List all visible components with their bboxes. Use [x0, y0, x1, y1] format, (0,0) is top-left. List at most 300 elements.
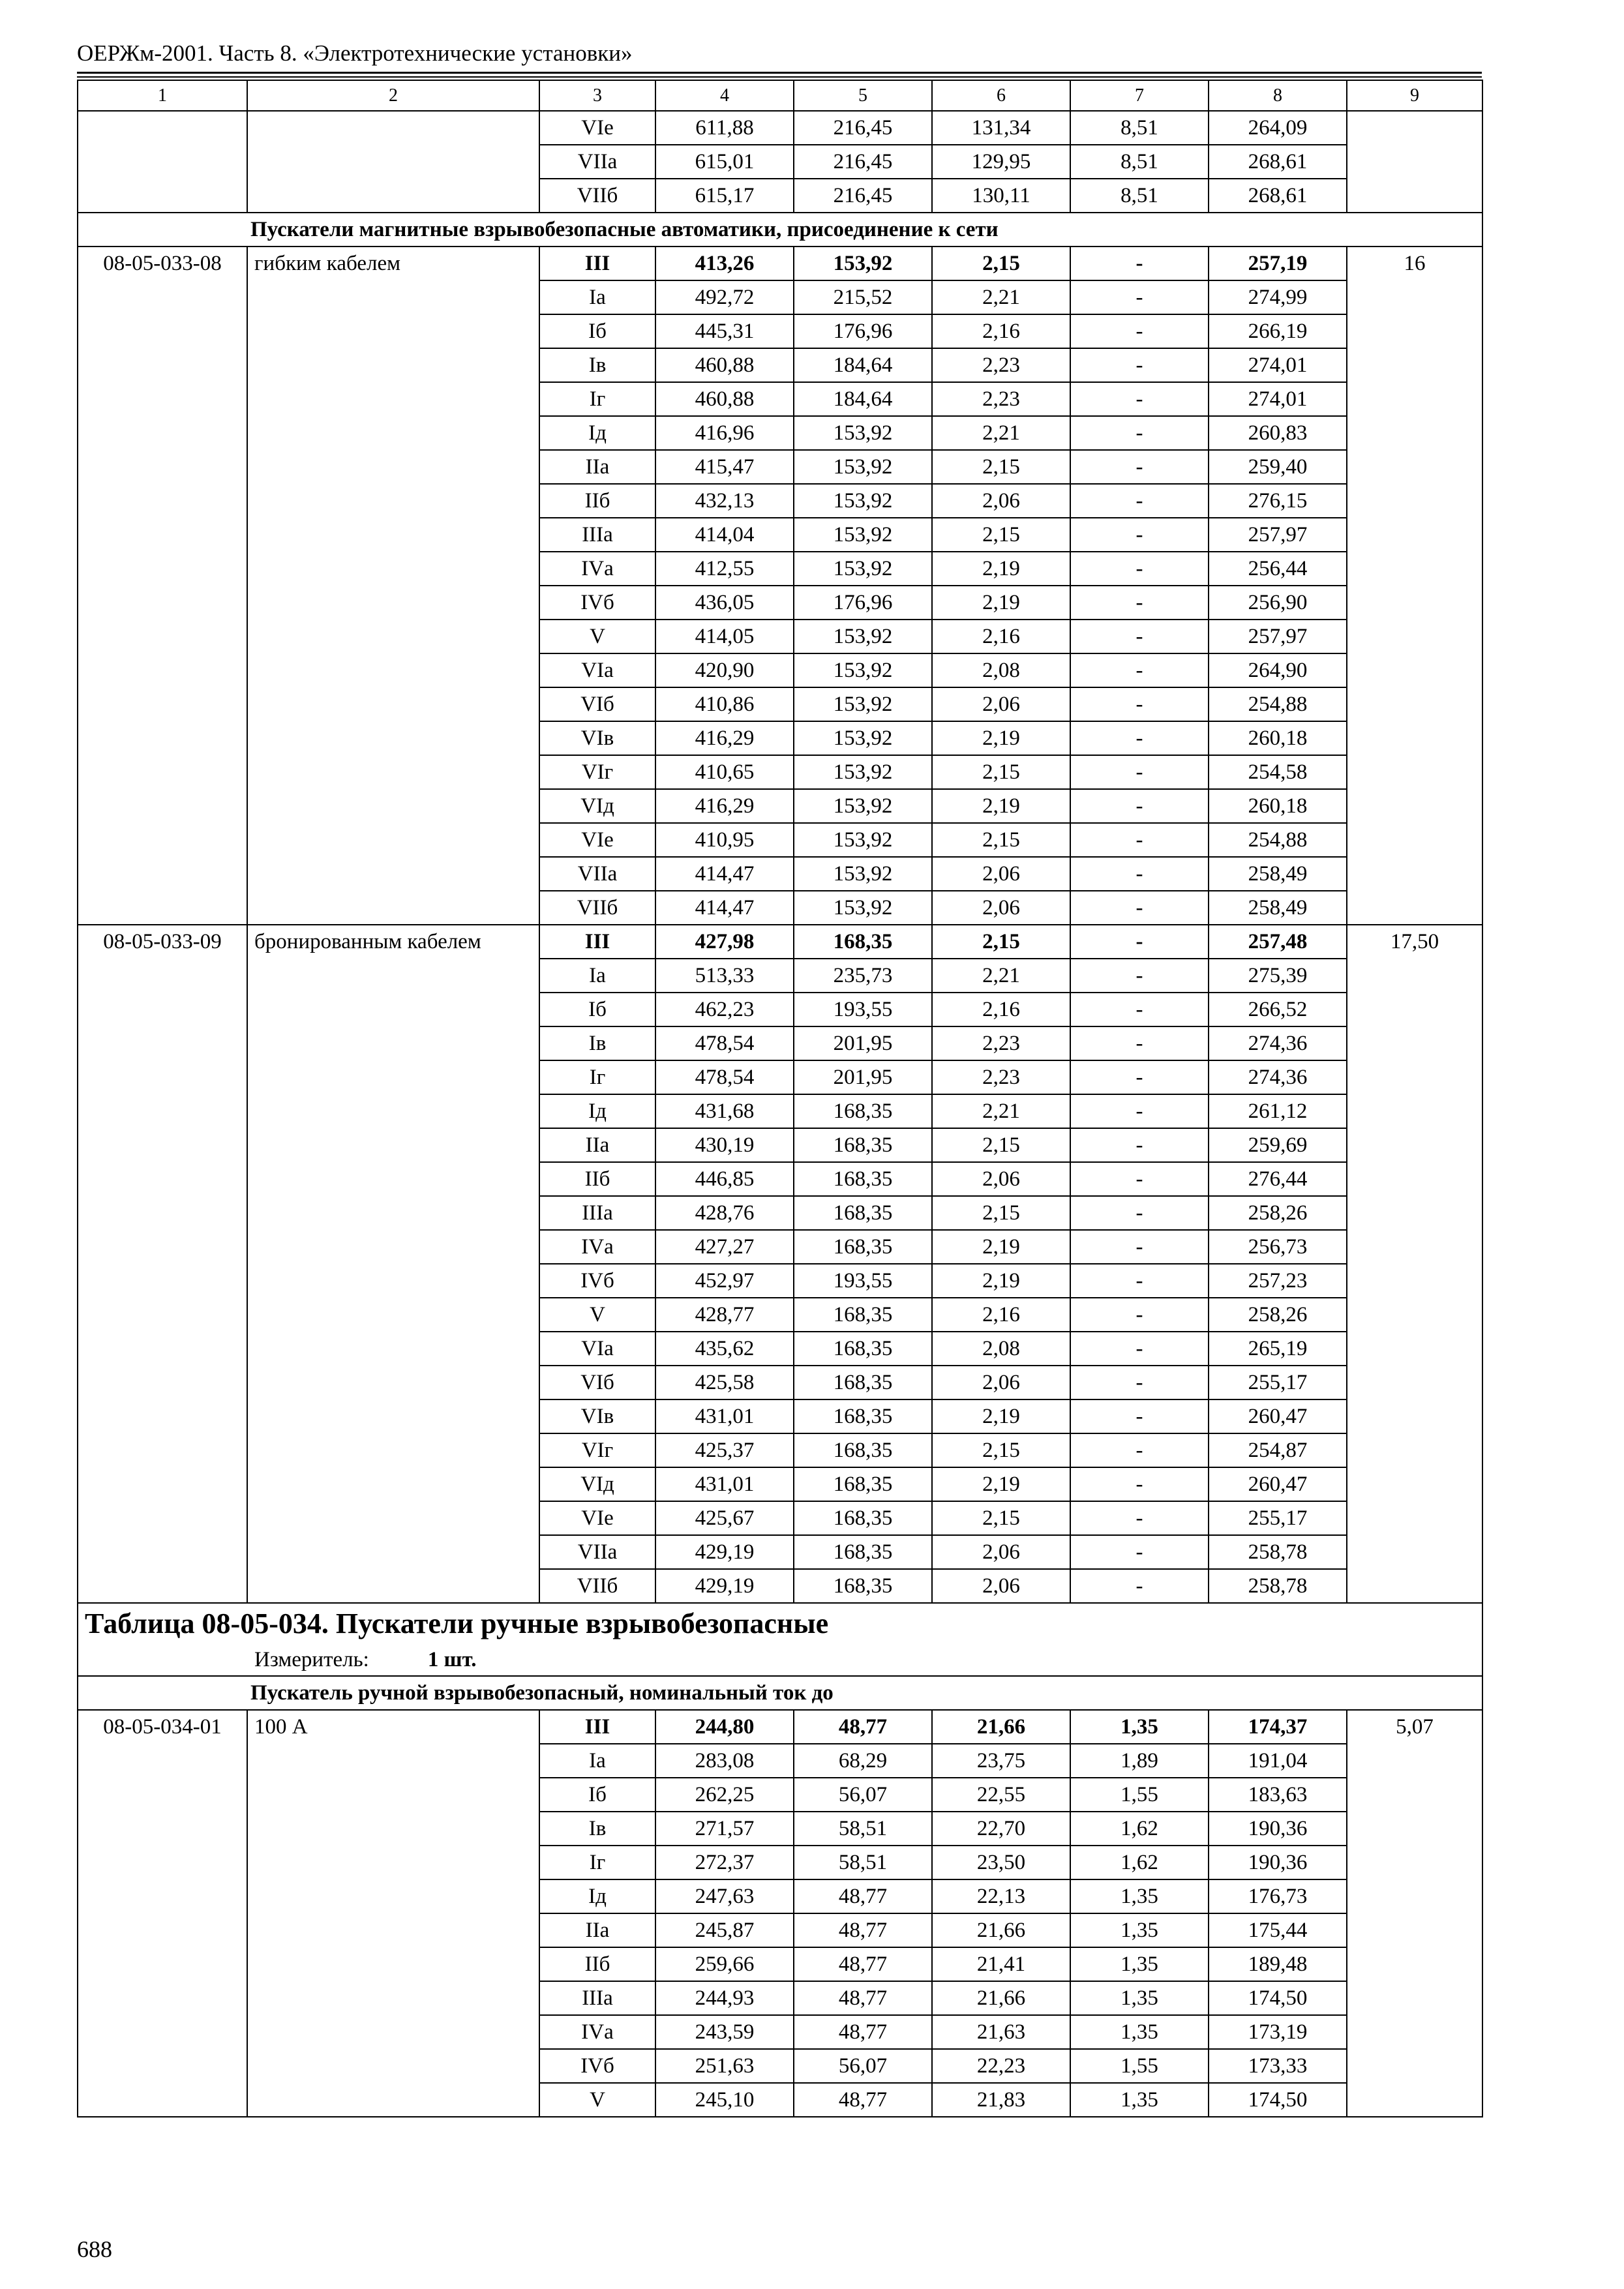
- value-cell: Iа: [539, 280, 655, 314]
- value-cell: IIб: [539, 1947, 655, 1981]
- value-cell: 2,15: [932, 1196, 1070, 1230]
- value-cell: Iг: [539, 1846, 655, 1879]
- code-cell: [78, 1332, 247, 1366]
- value-cell: -: [1070, 891, 1209, 925]
- value-cell: 153,92: [794, 518, 932, 552]
- value-cell: 48,77: [794, 1710, 932, 1744]
- page-number: 688: [77, 2236, 112, 2262]
- value-cell: 412,55: [655, 552, 794, 586]
- section-heading-row: [78, 213, 1482, 247]
- description-cell: [247, 1332, 539, 1366]
- header-rule-thin: [77, 76, 1482, 78]
- value-cell: 2,19: [932, 789, 1070, 823]
- value-cell: 268,61: [1209, 145, 1347, 179]
- description-cell: [247, 1947, 539, 1981]
- table-row: [78, 1981, 1482, 2015]
- value-cell: IVа: [539, 552, 655, 586]
- value-cell: 201,95: [794, 1026, 932, 1060]
- value-cell: -: [1070, 518, 1209, 552]
- description-cell: [247, 280, 539, 314]
- value-cell: 153,92: [794, 247, 932, 280]
- value-cell: 492,72: [655, 280, 794, 314]
- value-cell: 48,77: [794, 1879, 932, 1913]
- value-cell: -: [1070, 823, 1209, 857]
- value-cell: 184,64: [794, 348, 932, 382]
- description-cell: [247, 1501, 539, 1535]
- value-cell: 129,95: [932, 145, 1070, 179]
- description-cell: [247, 857, 539, 891]
- value-cell: 1,35: [1070, 1710, 1209, 1744]
- value-cell: 2,08: [932, 1332, 1070, 1366]
- value-cell: 153,92: [794, 484, 932, 518]
- table-row: [78, 111, 1482, 145]
- value-cell: 2,21: [932, 416, 1070, 450]
- value-cell: 272,37: [655, 1846, 794, 1879]
- value-cell: 615,01: [655, 145, 794, 179]
- value-cell: 259,66: [655, 1947, 794, 1981]
- value-cell: -: [1070, 416, 1209, 450]
- value-cell: 2,19: [932, 1230, 1070, 1264]
- table-row: [78, 721, 1482, 755]
- description-cell: [247, 1026, 539, 1060]
- value-cell: VIв: [539, 721, 655, 755]
- value-cell: 245,10: [655, 2083, 794, 2117]
- value-cell: 410,65: [655, 755, 794, 789]
- value-cell: 189,48: [1209, 1947, 1347, 1981]
- code-cell: [78, 1060, 247, 1094]
- value-cell: 432,13: [655, 484, 794, 518]
- value-cell: 247,63: [655, 1879, 794, 1913]
- value-cell: 2,15: [932, 518, 1070, 552]
- value-cell: 258,49: [1209, 891, 1347, 925]
- norm-cell: [1347, 1230, 1482, 1264]
- unit-cell: [78, 1644, 1482, 1676]
- value-cell: Iб: [539, 993, 655, 1026]
- value-cell: 174,37: [1209, 1710, 1347, 1744]
- value-cell: IIб: [539, 1162, 655, 1196]
- value-cell: Iд: [539, 1094, 655, 1128]
- value-cell: 425,58: [655, 1366, 794, 1399]
- table-row: [78, 586, 1482, 620]
- code-cell: [78, 1264, 247, 1298]
- norm-cell: [1347, 789, 1482, 823]
- description-cell: [247, 1264, 539, 1298]
- norm-cell: [1347, 2015, 1482, 2049]
- value-cell: 2,19: [932, 586, 1070, 620]
- code-cell: [78, 1947, 247, 1981]
- value-cell: 414,05: [655, 620, 794, 653]
- value-cell: 283,08: [655, 1744, 794, 1778]
- code-cell: [78, 1778, 247, 1812]
- value-cell: 174,50: [1209, 2083, 1347, 2117]
- table-row: [78, 2015, 1482, 2049]
- norm-cell: [1347, 1433, 1482, 1467]
- table-row: [78, 1947, 1482, 1981]
- table-row: [78, 1399, 1482, 1433]
- value-cell: 265,19: [1209, 1332, 1347, 1366]
- description-cell: [247, 111, 539, 145]
- table-row: [78, 1501, 1482, 1535]
- norm-cell: [1347, 450, 1482, 484]
- value-cell: 176,96: [794, 314, 932, 348]
- section-heading-row: [78, 1676, 1482, 1710]
- value-cell: VIг: [539, 1433, 655, 1467]
- norm-cell: [1347, 1501, 1482, 1535]
- value-cell: VIб: [539, 1366, 655, 1399]
- value-cell: 48,77: [794, 1913, 932, 1947]
- value-cell: -: [1070, 280, 1209, 314]
- table-row: [78, 1298, 1482, 1332]
- value-cell: 2,06: [932, 1535, 1070, 1569]
- column-number: 2: [247, 80, 539, 111]
- value-cell: 22,23: [932, 2049, 1070, 2083]
- value-cell: 260,18: [1209, 721, 1347, 755]
- value-cell: -: [1070, 314, 1209, 348]
- value-cell: 429,19: [655, 1569, 794, 1603]
- norm-cell: [1347, 1366, 1482, 1399]
- norm-cell: [1347, 721, 1482, 755]
- code-cell: [78, 280, 247, 314]
- value-cell: Iб: [539, 314, 655, 348]
- value-cell: IIа: [539, 1913, 655, 1947]
- value-cell: Iв: [539, 1812, 655, 1846]
- norm-cell: [1347, 1060, 1482, 1094]
- column-number: 1: [78, 80, 247, 111]
- description-cell: [247, 1298, 539, 1332]
- value-cell: 168,35: [794, 1094, 932, 1128]
- norm-cell: [1347, 993, 1482, 1026]
- section-heading-text: Пускатели магнитные взрывобезопасные автоматики, присоединение к сети: [250, 218, 999, 241]
- table-row: [78, 857, 1482, 891]
- code-cell: [78, 653, 247, 687]
- description-cell: [247, 314, 539, 348]
- table-row: [78, 1094, 1482, 1128]
- value-cell: 244,93: [655, 1981, 794, 2015]
- value-cell: 416,29: [655, 721, 794, 755]
- table-row: [78, 1569, 1482, 1603]
- value-cell: -: [1070, 1060, 1209, 1094]
- value-cell: 21,66: [932, 1913, 1070, 1947]
- value-cell: -: [1070, 1501, 1209, 1535]
- description-cell: [247, 2049, 539, 2083]
- norm-cell: [1347, 1981, 1482, 2015]
- value-cell: 184,64: [794, 382, 932, 416]
- table-row: [78, 891, 1482, 925]
- code-cell: [78, 823, 247, 857]
- value-cell: 262,25: [655, 1778, 794, 1812]
- column-numbers-row: [78, 80, 1482, 111]
- code-cell: [78, 484, 247, 518]
- value-cell: 445,31: [655, 314, 794, 348]
- value-cell: 175,44: [1209, 1913, 1347, 1947]
- value-cell: 168,35: [794, 1467, 932, 1501]
- value-cell: 168,35: [794, 1501, 932, 1535]
- value-cell: 431,01: [655, 1467, 794, 1501]
- value-cell: VIIа: [539, 145, 655, 179]
- code-cell: [78, 314, 247, 348]
- value-cell: 68,29: [794, 1744, 932, 1778]
- description-cell: [247, 1467, 539, 1501]
- code-cell: [78, 687, 247, 721]
- value-cell: 131,34: [932, 111, 1070, 145]
- value-cell: 460,88: [655, 382, 794, 416]
- value-cell: 274,36: [1209, 1026, 1347, 1060]
- value-cell: 1,89: [1070, 1744, 1209, 1778]
- value-cell: 2,21: [932, 280, 1070, 314]
- code-cell: [78, 1026, 247, 1060]
- value-cell: 611,88: [655, 111, 794, 145]
- value-cell: III: [539, 1710, 655, 1744]
- value-cell: 268,61: [1209, 179, 1347, 213]
- description-cell: гибким кабелем: [247, 247, 539, 280]
- code-cell: [78, 586, 247, 620]
- description-cell: [247, 620, 539, 653]
- value-cell: 1,62: [1070, 1846, 1209, 1879]
- value-cell: 2,15: [932, 450, 1070, 484]
- norm-cell: [1347, 823, 1482, 857]
- value-cell: 2,21: [932, 959, 1070, 993]
- table-title-row: [78, 1603, 1482, 1644]
- description-cell: [247, 1913, 539, 1947]
- code-cell: [78, 1569, 247, 1603]
- value-cell: 255,17: [1209, 1501, 1347, 1535]
- value-cell: 153,92: [794, 857, 932, 891]
- value-cell: -: [1070, 1298, 1209, 1332]
- table-row: [78, 1433, 1482, 1467]
- description-cell: [247, 1366, 539, 1399]
- value-cell: 48,77: [794, 1947, 932, 1981]
- value-cell: 2,19: [932, 552, 1070, 586]
- value-cell: 176,73: [1209, 1879, 1347, 1913]
- description-cell: [247, 1812, 539, 1846]
- table-row: [78, 1535, 1482, 1569]
- table-row: [78, 1879, 1482, 1913]
- table-row: [78, 1710, 1482, 1744]
- code-cell: 08-05-033-09: [78, 925, 247, 959]
- value-cell: 254,88: [1209, 823, 1347, 857]
- column-number: 6: [932, 80, 1070, 111]
- table-row: [78, 1812, 1482, 1846]
- value-cell: 416,29: [655, 789, 794, 823]
- value-cell: 48,77: [794, 2015, 932, 2049]
- table-row: [78, 1128, 1482, 1162]
- norm-cell: [1347, 755, 1482, 789]
- value-cell: IVб: [539, 2049, 655, 2083]
- description-cell: [247, 552, 539, 586]
- value-cell: 153,92: [794, 823, 932, 857]
- value-cell: 56,07: [794, 2049, 932, 2083]
- value-cell: VIIб: [539, 891, 655, 925]
- value-cell: 2,16: [932, 620, 1070, 653]
- table-row: [78, 1060, 1482, 1094]
- value-cell: -: [1070, 1230, 1209, 1264]
- value-cell: 255,17: [1209, 1366, 1347, 1399]
- code-cell: [78, 348, 247, 382]
- value-cell: 216,45: [794, 179, 932, 213]
- table-row: [78, 1846, 1482, 1879]
- unit-value: 1 шт.: [427, 1648, 477, 1671]
- value-cell: 215,52: [794, 280, 932, 314]
- description-cell: [247, 348, 539, 382]
- value-cell: 256,90: [1209, 586, 1347, 620]
- value-cell: 260,83: [1209, 416, 1347, 450]
- table-row: [78, 687, 1482, 721]
- value-cell: 428,76: [655, 1196, 794, 1230]
- value-cell: 168,35: [794, 1162, 932, 1196]
- table-row: [78, 2083, 1482, 2117]
- value-cell: 410,95: [655, 823, 794, 857]
- norm-cell: [1347, 1913, 1482, 1947]
- value-cell: 2,08: [932, 653, 1070, 687]
- value-cell: -: [1070, 1332, 1209, 1366]
- value-cell: 259,69: [1209, 1128, 1347, 1162]
- value-cell: 216,45: [794, 145, 932, 179]
- code-cell: [78, 1812, 247, 1846]
- value-cell: 173,33: [1209, 2049, 1347, 2083]
- table-row: [78, 247, 1482, 280]
- value-cell: 58,51: [794, 1812, 932, 1846]
- value-cell: 153,92: [794, 450, 932, 484]
- value-cell: 2,15: [932, 1128, 1070, 1162]
- table-row: [78, 552, 1482, 586]
- code-cell: [78, 1298, 247, 1332]
- norm-cell: [1347, 1094, 1482, 1128]
- table-row: [78, 1467, 1482, 1501]
- code-cell: [78, 179, 247, 213]
- table-row: [78, 484, 1482, 518]
- description-cell: [247, 891, 539, 925]
- value-cell: 58,51: [794, 1846, 932, 1879]
- value-cell: 1,35: [1070, 1879, 1209, 1913]
- norm-cell: [1347, 484, 1482, 518]
- code-cell: [78, 1535, 247, 1569]
- value-cell: 256,73: [1209, 1230, 1347, 1264]
- value-cell: 260,47: [1209, 1399, 1347, 1433]
- norm-cell: [1347, 1298, 1482, 1332]
- value-cell: -: [1070, 1569, 1209, 1603]
- value-cell: 258,49: [1209, 857, 1347, 891]
- code-cell: [78, 552, 247, 586]
- description-cell: [247, 2015, 539, 2049]
- value-cell: 1,55: [1070, 1778, 1209, 1812]
- value-cell: -: [1070, 1264, 1209, 1298]
- value-cell: 21,63: [932, 2015, 1070, 2049]
- value-cell: 257,97: [1209, 620, 1347, 653]
- value-cell: 153,92: [794, 620, 932, 653]
- value-cell: -: [1070, 857, 1209, 891]
- description-cell: [247, 721, 539, 755]
- value-cell: 257,48: [1209, 925, 1347, 959]
- value-cell: 21,83: [932, 2083, 1070, 2117]
- value-cell: 168,35: [794, 925, 932, 959]
- norm-cell: [1347, 586, 1482, 620]
- table-row: [78, 653, 1482, 687]
- table-row: [78, 1230, 1482, 1264]
- code-cell: [78, 1366, 247, 1399]
- value-cell: IVб: [539, 586, 655, 620]
- value-cell: III: [539, 247, 655, 280]
- code-cell: [78, 518, 247, 552]
- code-cell: [78, 382, 247, 416]
- table-row: [78, 382, 1482, 416]
- value-cell: 153,92: [794, 721, 932, 755]
- table-row: [78, 280, 1482, 314]
- description-cell: [247, 382, 539, 416]
- description-cell: [247, 450, 539, 484]
- value-cell: VIIа: [539, 857, 655, 891]
- value-cell: 435,62: [655, 1332, 794, 1366]
- description-cell: бронированным кабелем: [247, 925, 539, 959]
- table-row: [78, 925, 1482, 959]
- value-cell: 23,50: [932, 1846, 1070, 1879]
- value-cell: 56,07: [794, 1778, 932, 1812]
- description-cell: [247, 755, 539, 789]
- value-cell: 2,16: [932, 314, 1070, 348]
- value-cell: 153,92: [794, 755, 932, 789]
- value-cell: VIв: [539, 1399, 655, 1433]
- norm-cell: 16: [1347, 247, 1482, 280]
- column-number: 8: [1209, 80, 1347, 111]
- value-cell: 190,36: [1209, 1846, 1347, 1879]
- norm-cell: [1347, 1535, 1482, 1569]
- value-cell: -: [1070, 1162, 1209, 1196]
- description-cell: [247, 1162, 539, 1196]
- description-cell: [247, 1744, 539, 1778]
- norm-cell: [1347, 857, 1482, 891]
- value-cell: IIб: [539, 484, 655, 518]
- norm-cell: [1347, 518, 1482, 552]
- value-cell: 173,19: [1209, 2015, 1347, 2049]
- value-cell: 22,55: [932, 1778, 1070, 1812]
- value-cell: 260,47: [1209, 1467, 1347, 1501]
- page-header-title: ОЕРЖм-2001. Часть 8. «Электротехнические установки»: [77, 40, 633, 66]
- norm-cell: [1347, 891, 1482, 925]
- value-cell: -: [1070, 247, 1209, 280]
- value-cell: 8,51: [1070, 145, 1209, 179]
- table-row: [78, 823, 1482, 857]
- code-cell: [78, 891, 247, 925]
- value-cell: -: [1070, 1196, 1209, 1230]
- value-cell: Iб: [539, 1778, 655, 1812]
- value-cell: 2,15: [932, 1433, 1070, 1467]
- code-cell: [78, 1981, 247, 2015]
- code-cell: [78, 993, 247, 1026]
- value-cell: -: [1070, 993, 1209, 1026]
- value-cell: 176,96: [794, 586, 932, 620]
- value-cell: IVа: [539, 2015, 655, 2049]
- value-cell: 615,17: [655, 179, 794, 213]
- value-cell: -: [1070, 721, 1209, 755]
- code-cell: [78, 2049, 247, 2083]
- value-cell: VIг: [539, 755, 655, 789]
- value-cell: 260,18: [1209, 789, 1347, 823]
- value-cell: 258,78: [1209, 1535, 1347, 1569]
- table-row: [78, 450, 1482, 484]
- description-cell: [247, 1196, 539, 1230]
- value-cell: 254,87: [1209, 1433, 1347, 1467]
- table-row: [78, 1026, 1482, 1060]
- value-cell: 257,23: [1209, 1264, 1347, 1298]
- value-cell: 264,09: [1209, 111, 1347, 145]
- value-cell: 2,06: [932, 1569, 1070, 1603]
- value-cell: 460,88: [655, 348, 794, 382]
- description-cell: [247, 1060, 539, 1094]
- value-cell: 243,59: [655, 2015, 794, 2049]
- value-cell: VIд: [539, 789, 655, 823]
- value-cell: 427,27: [655, 1230, 794, 1264]
- value-cell: -: [1070, 1535, 1209, 1569]
- value-cell: 416,96: [655, 416, 794, 450]
